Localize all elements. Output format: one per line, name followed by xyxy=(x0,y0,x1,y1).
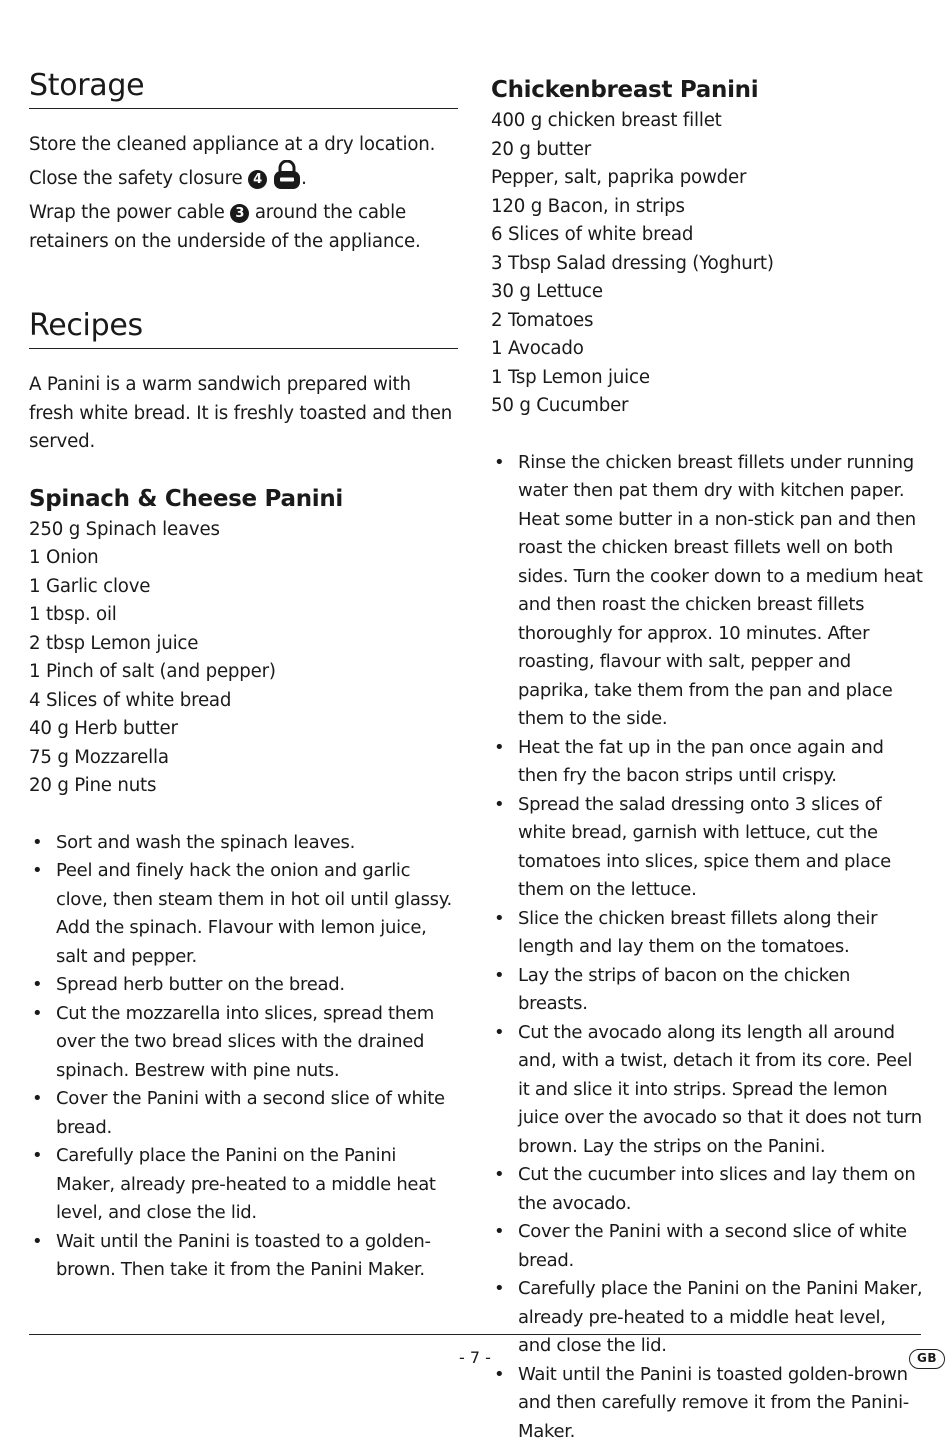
bullet-icon: • xyxy=(32,1142,42,1171)
lock-icon xyxy=(273,160,301,200)
bullet-icon: • xyxy=(32,857,42,886)
step-item: • Wait until the Panini is toasted golden-brown and then carefully remove it from the Panini-Maker. xyxy=(491,1361,923,1446)
ingredient: 40 g Herb butter xyxy=(29,715,458,744)
bullet-icon: • xyxy=(494,905,504,934)
bullet-icon: • xyxy=(494,734,504,763)
step-item: • Cover the Panini with a second slice of white bread. xyxy=(491,1218,923,1275)
bullet-icon: • xyxy=(494,1361,504,1390)
ingredient: 30 g Lettuce xyxy=(491,278,923,307)
ingredient: Pepper, salt, paprika powder xyxy=(491,164,923,193)
ingredient: 2 Tomatoes xyxy=(491,307,923,336)
recipes-heading: Recipes xyxy=(29,306,458,349)
bullet-icon: • xyxy=(32,1085,42,1114)
ref-number-3: 3 xyxy=(230,204,249,223)
bullet-icon: • xyxy=(494,449,504,478)
ingredient: 1 Avocado xyxy=(491,335,923,364)
ingredient: 1 Onion xyxy=(29,544,458,573)
spinach-steps xyxy=(29,829,458,1285)
storage-line3: Wrap the power cable 3 around the cable retainers on the underside of the appliance. xyxy=(29,202,421,252)
step-item: • Rinse the chicken breast fillets under running water then pat them dry with kitchen paper. Heat some butter in a non-stick pan and then roast the chicken breast fillets well on both sides. Turn the cooker down to a medium heat and then roast the chicken breast fillets thoroughly for approx. 10 minutes. After roasting, flavour with salt, pepper and paprika, take them from the pan and place them to the side. xyxy=(491,449,923,734)
bullet-icon: • xyxy=(494,1218,504,1247)
step-item: • Peel and finely hack the onion and garlic clove, then steam them in hot oil until glassy. Add the spinach. Flavour with lemon juice, salt and pepper. xyxy=(29,857,458,971)
chicken-ingredients xyxy=(491,107,923,421)
ingredient: 20 g Pine nuts xyxy=(29,772,458,801)
step-item: • Lay the strips of bacon on the chicken breasts. xyxy=(491,962,923,1019)
bullet-icon: • xyxy=(32,971,42,1000)
language-badge: GB xyxy=(909,1349,945,1369)
footer-divider xyxy=(29,1334,921,1335)
ingredient: 400 g chicken breast fillet xyxy=(491,107,923,136)
step-item: • Carefully place the Panini on the Panini Maker, already pre-heated to a middle heat level, and close the lid. xyxy=(29,1142,458,1228)
page-number: - 7 - xyxy=(0,1348,950,1368)
ref-number-4: 4 xyxy=(248,170,267,189)
recipes-intro: A Panini is a warm sandwich prepared with fresh white bread. It is freshly toasted and then served. xyxy=(29,371,458,457)
storage-heading: Storage xyxy=(29,66,458,109)
right-column xyxy=(491,73,923,1446)
step-item: • Cut the mozzarella into slices, spread them over the two bread slices with the drained spinach. Bestrew with pine nuts. xyxy=(29,1000,458,1086)
storage-line2: Close the safety closure 4 . xyxy=(29,168,307,189)
step-item: • Cut the cucumber into slices and lay them on the avocado. xyxy=(491,1161,923,1218)
step-item: • Spread the salad dressing onto 3 slices of white bread, garnish with lettuce, cut the tomatoes into slices, spice them and place them on the lettuce. xyxy=(491,791,923,905)
bullet-icon: • xyxy=(32,1000,42,1029)
ingredient: 4 Slices of white bread xyxy=(29,687,458,716)
ingredient: 1 Garlic clove xyxy=(29,573,458,602)
bullet-icon: • xyxy=(32,1228,42,1257)
left-column xyxy=(29,66,458,1285)
chicken-title: Chickenbreast Panini xyxy=(491,73,923,107)
bullet-icon: • xyxy=(494,791,504,820)
step-item: • Wait until the Panini is toasted to a golden-brown. Then take it from the Panini Maker. xyxy=(29,1228,458,1285)
bullet-icon: • xyxy=(494,1275,504,1304)
ingredient: 1 tbsp. oil xyxy=(29,601,458,630)
bullet-icon: • xyxy=(494,1161,504,1190)
ingredient: 1 Pinch of salt (and pepper) xyxy=(29,658,458,687)
step-item: • Cover the Panini with a second slice of white bread. xyxy=(29,1085,458,1142)
ingredient: 250 g Spinach leaves xyxy=(29,516,458,545)
ingredient: 1 Tsp Lemon juice xyxy=(491,364,923,393)
step-item: • Carefully place the Panini on the Panini Maker, already pre-heated to a middle heat level, and close the lid. xyxy=(491,1275,923,1361)
step-item: • Sort and wash the spinach leaves. xyxy=(29,829,458,858)
bullet-icon: • xyxy=(494,1019,504,1048)
spinach-title: Spinach & Cheese Panini xyxy=(29,482,458,516)
step-item: • Slice the chicken breast fillets along their length and lay them on the tomatoes. xyxy=(491,905,923,962)
chicken-steps xyxy=(491,449,923,1446)
bullet-icon: • xyxy=(32,829,42,858)
step-item: • Spread herb butter on the bread. xyxy=(29,971,458,1000)
ingredient: 120 g Bacon, in strips xyxy=(491,193,923,222)
ingredient: 20 g butter xyxy=(491,136,923,165)
ingredient: 6 Slices of white bread xyxy=(491,221,923,250)
step-item: • Heat the fat up in the pan once again and then fry the bacon strips until crispy. xyxy=(491,734,923,791)
ingredient: 2 tbsp Lemon juice xyxy=(29,630,458,659)
ingredient: 3 Tbsp Salad dressing (Yoghurt) xyxy=(491,250,923,279)
storage-line1: Store the cleaned appliance at a dry location. xyxy=(29,134,435,155)
bullet-icon: • xyxy=(494,962,504,991)
spinach-ingredients xyxy=(29,516,458,801)
ingredient: 75 g Mozzarella xyxy=(29,744,458,773)
storage-text xyxy=(29,131,458,256)
step-item: • Cut the avocado along its length all around and, with a twist, detach it from its core. Peel it and slice it into strips. Spread the lemon juice over the avocado so that it does not turn brown. Lay the strips on the Panini. xyxy=(491,1019,923,1162)
ingredient: 50 g Cucumber xyxy=(491,392,923,421)
